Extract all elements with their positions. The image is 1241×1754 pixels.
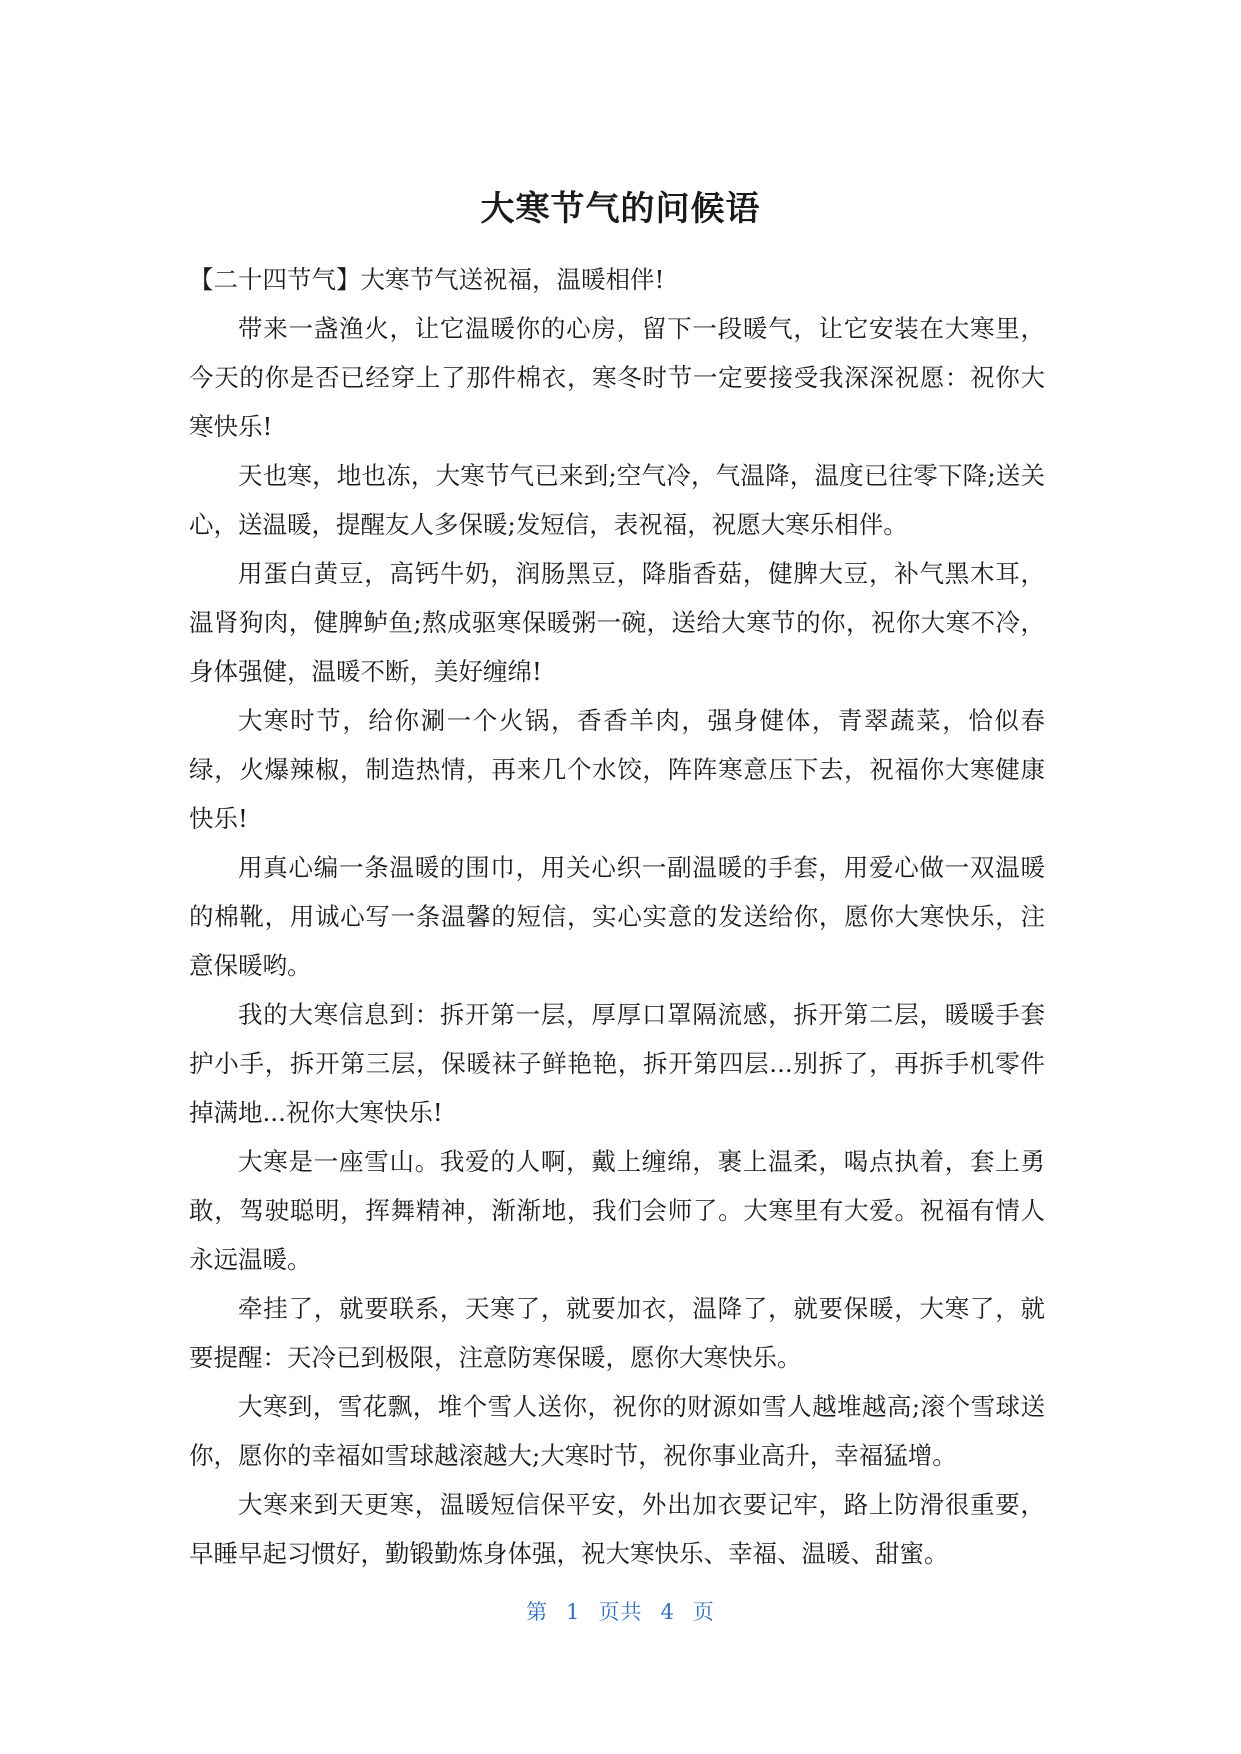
paragraph: 大寒是一座雪山。我爱的人啊，戴上缠绵，裹上温柔，喝点执着，套上勇敢，驾驶聪明，挥舞精神，渐渐地，我们会师了。大寒里有大爱。祝福有情人永远温暖。 (189, 1147, 1045, 1274)
footer-prefix: 第 (526, 1600, 549, 1624)
paragraph: 大寒来到天更寒，温暖短信保平安，外出加衣要记牢，路上防滑很重要，早睡早起习惯好，勤锻勤炼身体强，祝大寒快乐、幸福、温暖、甜蜜。 (189, 1490, 1045, 1568)
paragraph: 天也寒，地也冻，大寒节气已来到;空气冷，气温降，温度已往零下降;送关心，送温暖，提醒友人多保暖;发短信，表祝福，祝愿大寒乐相伴。 (189, 461, 1045, 539)
document-title: 大寒节气的问候语 (480, 189, 761, 229)
footer-page-number: 1 (566, 1600, 581, 1624)
paragraph: 大寒时节，给你涮一个火锅，香香羊肉，强身健体，青翠蔬菜，恰似春绿，火爆辣椒，制造热情，再来几个水饺，阵阵寒意压下去，祝福你大寒健康快乐! (189, 706, 1045, 833)
paragraph: 我的大寒信息到：拆开第一层，厚厚口罩隔流感，拆开第二层，暖暖手套护小手，拆开第三层，保暖袜子鲜艳艳，拆开第四层...别拆了，再拆手机零件掉满地...祝你大寒快乐! (189, 1000, 1045, 1127)
paragraph: 用真心编一条温暖的围巾，用关心织一副温暖的手套，用爱心做一双温暖的棉靴，用诚心写一条温馨的短信，实心实意的发送给你，愿你大寒快乐，注意保暖哟。 (189, 853, 1045, 980)
paragraph: 牵挂了，就要联系，天寒了，就要加衣，温降了，就要保暖，大寒了，就要提醒：天冷已到极限，注意防寒保暖，愿你大寒快乐。 (189, 1294, 1045, 1372)
intro-line: 【二十四节气】大寒节气送祝福，温暖相伴! (189, 265, 665, 294)
document-body (189, 255, 1045, 1578)
footer-middle: 页共 (598, 1600, 643, 1624)
paragraph: 带来一盏渔火，让它温暖你的心房，留下一段暖气，让它安装在大寒里，今天的你是否已经穿上了那件棉衣，寒冬时节一定要接受我深深祝愿：祝你大寒快乐! (189, 314, 1045, 441)
paragraph: 大寒到，雪花飘，堆个雪人送你，祝你的财源如雪人越堆越高;滚个雪球送你，愿你的幸福如雪球越滚越大;大寒时节，祝你事业高升，幸福猛增。 (189, 1392, 1045, 1470)
footer-suffix: 页 (692, 1600, 715, 1624)
paragraph: 用蛋白黄豆，高钙牛奶，润肠黑豆，降脂香菇，健脾大豆，补气黑木耳，温肾狗肉，健脾鲈鱼;熬成驱寒保暖粥一碗，送给大寒节的你，祝你大寒不冷，身体强健，温暖不断，美好缠绵! (189, 559, 1045, 686)
footer-total-pages: 4 (660, 1600, 675, 1624)
page-footer (0, 1596, 1241, 1626)
